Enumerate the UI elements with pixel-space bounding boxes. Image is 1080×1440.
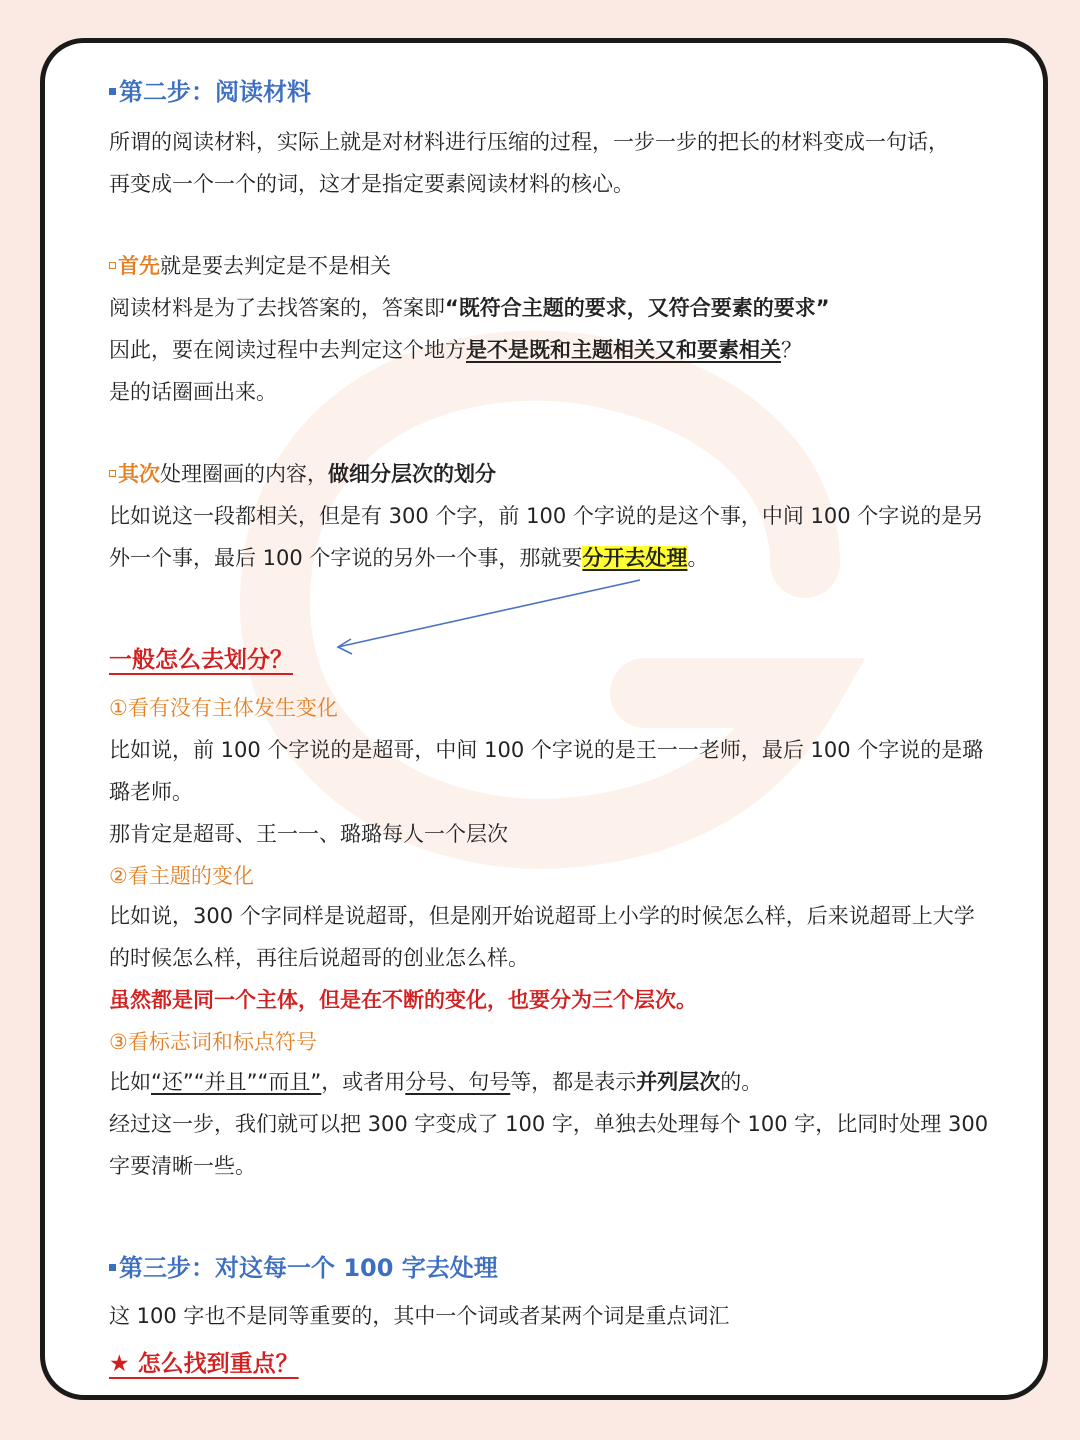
method3-title: ③看标志词和标点符号 — [109, 1030, 317, 1054]
text-span: 阅读材料是为了去找答案的，答案即 — [109, 296, 445, 320]
answer-definition: “既符合主题的要求，又符合要素的要求” — [445, 296, 830, 320]
method1-line: 那肯定是超哥、王一一、璐璐每人一个层次 — [109, 822, 508, 846]
second-point-line — [109, 543, 708, 573]
hollow-square-bullet-icon — [109, 262, 116, 269]
step2-paragraph-line: 所谓的阅读材料，实际上就是对材料进行压缩的过程，一步一步的把长的材料变成一句话， — [109, 130, 949, 154]
key-question: 是不是既和主题相关又和要素相关 — [466, 338, 781, 362]
marker-words: “还”“并且”“而且” — [151, 1070, 322, 1094]
square-bullet-icon — [109, 1264, 116, 1271]
second-point-line: 比如说这一段都相关，但是有 300 个字，前 100 个字说的是这个事，中间 100 个字说的是另 — [109, 504, 984, 528]
method2-title: ②看主题的变化 — [109, 864, 254, 888]
method1-line: 璐老师。 — [109, 780, 193, 804]
method1-title: ①看有没有主体发生变化 — [109, 696, 338, 720]
first-point-line — [109, 335, 802, 365]
first-point-text: 就是要去判定是不是相关 — [160, 254, 391, 278]
second-key: 其次 — [118, 462, 160, 486]
step3-title: 第三步：对这每一个 100 字去处理 — [109, 1253, 498, 1283]
content-card — [40, 38, 1048, 1400]
highlighted-phrase: 分开去处理 — [582, 546, 688, 570]
punctuation-words: 分号、句号 — [405, 1070, 511, 1094]
first-point — [109, 251, 391, 281]
square-bullet-icon — [109, 88, 116, 95]
find-key-heading: ★ 怎么找到重点？ — [109, 1351, 299, 1377]
first-point-line: 是的话圈画出来。 — [109, 380, 277, 404]
step3-line: 这 100 字也不是同等重要的，其中一个词或者某两个词是重点词汇 — [109, 1304, 730, 1328]
method2-line: 比如说，300 个字同样是说超哥，但是刚开始说超哥上小学的时候怎么样，后来说超哥上大学 — [109, 904, 975, 928]
first-point-line — [109, 293, 830, 323]
first-key: 首先 — [118, 254, 160, 278]
divide-heading: 一般怎么去划分？ — [109, 647, 293, 673]
parallel-level: 并列层次 — [636, 1070, 721, 1094]
text-span: 做细分层次的划分 — [328, 462, 496, 486]
text-span: 处理圈画的内容， — [160, 462, 328, 486]
text-span: 。 — [687, 546, 709, 570]
step2-paragraph-line: 再变成一个一个的词，这才是指定要素阅读材料的核心。 — [109, 172, 634, 196]
method3-line: 字要清晰一些。 — [109, 1154, 256, 1178]
method3-line: 经过这一步，我们就可以把 300 字变成了 100 字，单独去处理每个 100 字，比同时处理 300 — [109, 1112, 989, 1136]
step2-title: 第二步：阅读材料 — [109, 77, 311, 107]
method3-line — [109, 1067, 762, 1097]
text-span: 的。 — [720, 1070, 763, 1094]
text-span: 比如 — [109, 1070, 151, 1094]
text-span: ？ — [781, 338, 802, 362]
text-span: 因此，要在阅读过程中去判定这个地方 — [109, 338, 466, 362]
text-span: 等，都是表示 — [510, 1070, 637, 1094]
method1-line: 比如说，前 100 个字说的是超哥，中间 100 个字说的是王一一老师，最后 100 个字说的是璐 — [109, 738, 984, 762]
hollow-square-bullet-icon — [109, 470, 116, 477]
text-span: ，或者用 — [321, 1070, 406, 1094]
method2-emphasis: 虽然都是同一个主体，但是在不断的变化，也要分为三个层次。 — [109, 988, 697, 1012]
method2-line: 的时候怎么样，再往后说超哥的创业怎么样。 — [109, 946, 529, 970]
second-point — [109, 459, 496, 489]
text-span: 外一个事，最后 100 个字说的另外一个事，那就要 — [109, 546, 583, 570]
